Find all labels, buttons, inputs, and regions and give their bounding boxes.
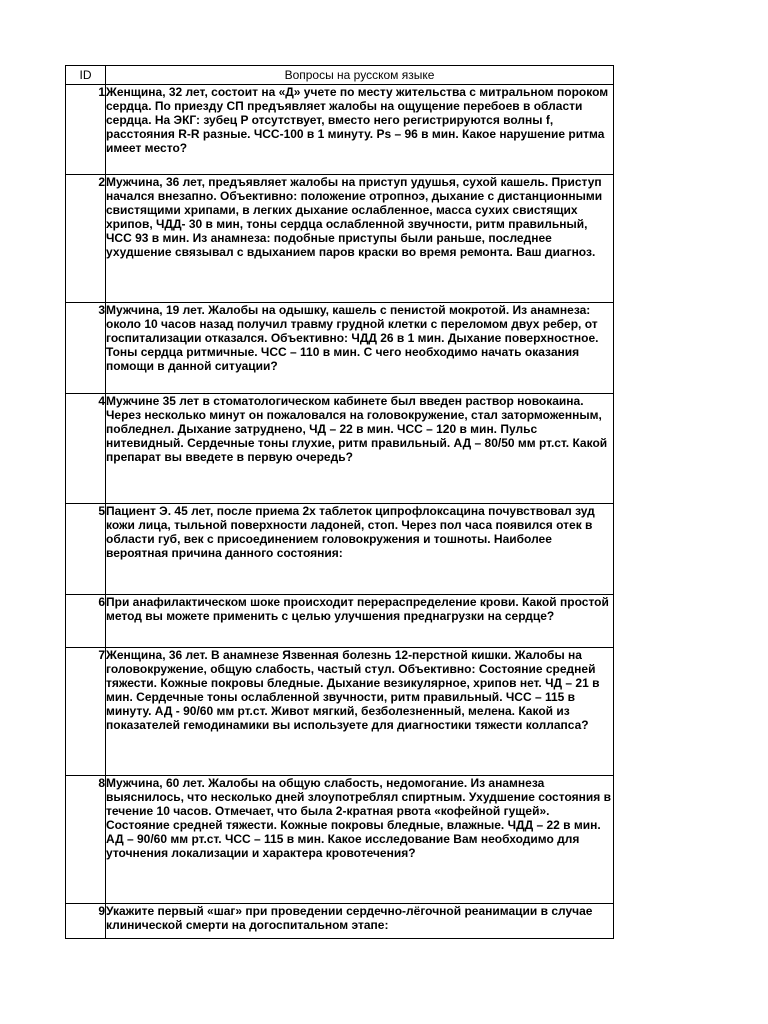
- row-id: 9: [66, 904, 106, 939]
- row-id: 7: [66, 648, 106, 776]
- table-row: [66, 175, 614, 303]
- row-id: 5: [66, 504, 106, 595]
- id-column-header: ID: [66, 66, 106, 85]
- row-id: 4: [66, 394, 106, 504]
- row-id: 2: [66, 175, 106, 303]
- question-text: Женщина, 36 лет. В анамнезе Язвенная болезнь 12-перстной кишки. Жалобы на головокружение, общую слабость, частый стул. Объективно: Состояние средней тяжести. Кожные покровы бледные. Дыхание везикулярное, хрипов нет. ЧД – 21 в мин. Сердечные тоны ослабленной звучности, ритм правильный. ЧСС – 115 в минуту. АД - 90/60 мм рт.ст. Живот мягкий, безболезненный, мелена. Какой из показателей гемодинамики вы используете для диагностики тяжести коллапса?: [106, 648, 614, 776]
- question-text: Мужчине 35 лет в стоматологическом кабинете был введен раствор новокаина. Через несколько минут он пожаловался на головокружение, стал заторможенным, побледнел. Дыхание затруднено, ЧД – 22 в мин. ЧСС – 120 в мин. Пульс нитевидный. Сердечные тоны глухие, ритм правильный. АД – 80/50 мм рт.ст. Какой препарат вы введете в первую очередь?: [106, 394, 614, 504]
- table-row: [66, 595, 614, 648]
- question-column-header: Вопросы на русском языке: [106, 66, 614, 85]
- question-text: Мужчина, 36 лет, предъявляет жалобы на приступ удушья, сухой кашель. Приступ начался внезапно. Объективно: положение отропноэ, дыхание с дистанционными свистящими хрипами, в легких дыхание ослабленное, масса сухих свистящих хрипов, ЧДД- 30 в мин, тоны сердца ослабленной звучности, ритм правильный, ЧСС 93 в мин. Из анамнеза: подобные приступы были раньше, последнее ухудшение связывал с вдыханием паров краски во время ремонта. Ваш диагноз.: [106, 175, 614, 303]
- table-row: [66, 776, 614, 904]
- question-text: При анафилактическом шоке происходит перераспределение крови. Какой простой метод вы можете применить с целью улучшения преднагрузки на сердце?: [106, 595, 614, 648]
- table-row: [66, 904, 614, 939]
- table-row: [66, 504, 614, 595]
- row-id: 1: [66, 85, 106, 175]
- question-text: Мужчина, 19 лет. Жалобы на одышку, кашель с пенистой мокротой. Из анамнеза: около 10 часов назад получил травму грудной клетки с переломом двух ребер, от госпитализации отказался. Объективно: ЧДД 26 в 1 мин. Дыхание поверхностное. Тоны сердца ритмичные. ЧСС – 110 в мин. С чего необходимо начать оказания помощи в данной ситуации?: [106, 303, 614, 394]
- table-row: [66, 303, 614, 394]
- questions-table: [65, 65, 614, 939]
- question-text: Женщина, 32 лет, состоит на «Д» учете по месту жительства с митральном пороком сердца. По приезду СП предъявляет жалобы на ощущение перебоев в области сердца. На ЭКГ: зубец P отсутствует, вместо него регистрируются волны f, расстояния R-R разные. ЧСС-100 в 1 минуту. Ps – 96 в мин. Какое нарушение ритма имеет место?: [106, 85, 614, 175]
- row-id: 6: [66, 595, 106, 648]
- table-row: [66, 648, 614, 776]
- row-id: 3: [66, 303, 106, 394]
- header-row: [66, 66, 614, 85]
- table-row: [66, 85, 614, 175]
- question-text: Укажите первый «шаг» при проведении сердечно-лёгочной реанимации в случае клинической смерти на догоспитальном этапе:: [106, 904, 614, 939]
- row-id: 8: [66, 776, 106, 904]
- question-text: Пациент Э. 45 лет, после приема 2х таблеток ципрофлоксацина почувствовал зуд кожи лица, тыльной поверхности ладоней, стоп. Через пол часа появился отек в области губ, век с присоединением головокружения и тошноты. Наиболее вероятная причина данного состояния:: [106, 504, 614, 595]
- table-row: [66, 394, 614, 504]
- question-text: Мужчина, 60 лет. Жалобы на общую слабость, недомогание. Из анамнеза выяснилось, что несколько дней злоупотреблял спиртным. Ухудшение состояния в течение 10 часов. Отмечает, что была 2-кратная рвота «кофейной гущей». Состояние средней тяжести. Кожные покровы бледные, влажные. ЧДД – 22 в мин. АД – 90/60 мм рт.ст. ЧСС – 115 в мин. Какое исследование Вам необходимо для уточнения локализации и характера кровотечения?: [106, 776, 614, 904]
